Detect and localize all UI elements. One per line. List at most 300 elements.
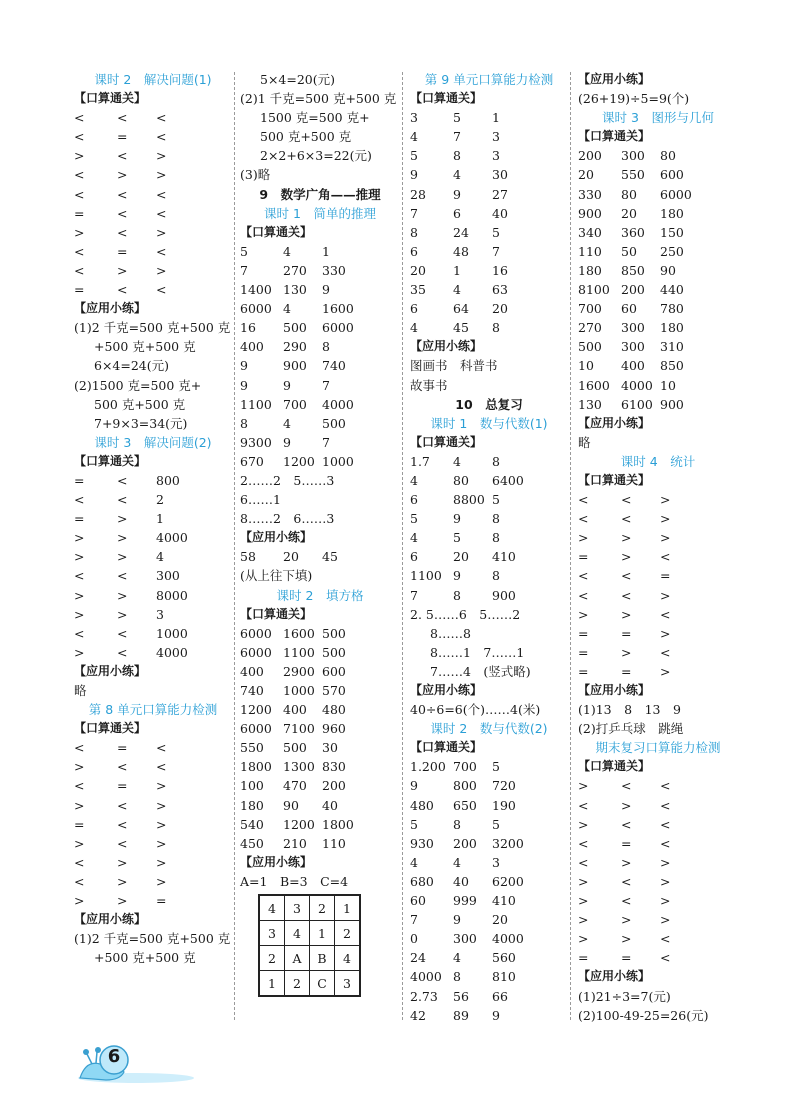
answer-line-continued: 8……8	[430, 625, 471, 641]
answer-value: 800	[156, 472, 180, 488]
answer-column-1	[74, 70, 232, 967]
answer-value: 780	[660, 301, 684, 317]
answer-value: 290	[283, 339, 307, 355]
answer-value: >	[117, 606, 128, 622]
answer-value: 1	[322, 243, 330, 259]
answer-row	[240, 719, 400, 738]
answer-value: =	[578, 663, 589, 679]
answer-row	[578, 509, 738, 528]
answer-value: 1	[453, 262, 461, 278]
answer-line-continued: 8……1 7……1	[430, 644, 525, 660]
answer-value: <	[578, 854, 589, 870]
answer-value: >	[621, 854, 632, 870]
answer-row	[410, 242, 568, 261]
answer-row	[74, 108, 232, 127]
answer-value: 1.7	[410, 453, 430, 469]
answer-row	[410, 261, 568, 280]
answer-value: 9	[410, 778, 418, 794]
answer-value: =	[621, 950, 632, 966]
answer-value: 8	[322, 339, 330, 355]
answer-value: 6	[410, 301, 418, 317]
answer-value: 7	[240, 262, 248, 278]
answer-value: 3	[492, 148, 500, 164]
answer-value: <	[660, 835, 671, 851]
answer-value: <	[117, 835, 128, 851]
answer-row	[410, 987, 568, 1006]
answer-value: 720	[492, 778, 516, 794]
answer-value: 20	[621, 205, 637, 221]
answer-value: >	[156, 167, 167, 183]
answer-row	[578, 376, 738, 395]
answer-value: 20	[410, 262, 426, 278]
answer-row	[410, 204, 568, 223]
answer-row	[74, 815, 232, 834]
answer-row	[74, 204, 232, 223]
answer-row	[410, 929, 568, 948]
answer-value: >	[660, 587, 671, 603]
answer-value: 850	[660, 358, 684, 374]
answer-value: 4	[283, 301, 291, 317]
answer-value: <	[117, 148, 128, 164]
answer-row	[410, 872, 568, 891]
answer-value: <	[117, 472, 128, 488]
answer-line: 图画书 科普书	[410, 358, 498, 374]
answer-row	[240, 796, 400, 815]
answer-value: 90	[660, 262, 676, 278]
answer-row	[74, 471, 232, 490]
answer-value: =	[74, 511, 85, 527]
answer-column-2	[240, 70, 400, 997]
answer-line: (从上往下填)	[240, 568, 313, 584]
answer-value: <	[578, 511, 589, 527]
answer-row	[410, 280, 568, 299]
answer-row	[578, 337, 738, 356]
answer-row	[240, 261, 400, 280]
answer-value: 40	[453, 873, 469, 889]
answer-value: >	[621, 606, 632, 622]
answer-value: 7	[492, 243, 500, 259]
answer-value: 7	[410, 587, 418, 603]
answer-value: 4	[410, 320, 418, 336]
answer-row	[240, 834, 400, 853]
answer-value: 180	[578, 262, 602, 278]
answer-row	[410, 566, 568, 585]
answer-value: 5	[410, 148, 418, 164]
answer-value: <	[621, 778, 632, 794]
answer-row	[410, 547, 568, 566]
answer-value: <	[74, 243, 85, 259]
subsection-label: 【口算通关】	[74, 91, 147, 106]
subsection-label: 【应用小练】	[240, 854, 313, 869]
answer-row	[578, 299, 738, 318]
answer-value: 300	[621, 148, 645, 164]
answer-value: 670	[240, 453, 264, 469]
answer-value: 340	[578, 224, 602, 240]
answer-value: <	[74, 262, 85, 278]
answer-row	[410, 108, 568, 127]
answer-value: <	[117, 759, 128, 775]
answer-value: 6000	[240, 644, 272, 660]
answer-value: <	[74, 167, 85, 183]
answer-value: 9	[283, 434, 291, 450]
answer-value: <	[74, 186, 85, 202]
answer-row	[240, 815, 400, 834]
answer-row	[410, 967, 568, 986]
answer-value: 2	[156, 492, 164, 508]
answer-value: <	[117, 110, 128, 126]
answer-value: >	[156, 854, 167, 870]
answer-value: =	[578, 644, 589, 660]
answer-value: 1000	[322, 453, 354, 469]
answer-row	[578, 490, 738, 509]
answer-value: 400	[283, 702, 307, 718]
answer-line: 40÷6=6(个)……4(米)	[410, 702, 541, 718]
answer-value: =	[578, 950, 589, 966]
grid-cell: 2	[310, 895, 335, 921]
answer-row	[74, 490, 232, 509]
answer-value: 0	[410, 931, 418, 947]
answer-value: 1100	[240, 396, 272, 412]
answer-value: 9	[322, 282, 330, 298]
answer-row	[410, 834, 568, 853]
answer-value: >	[117, 587, 128, 603]
answer-line-continued: 500 克+500 克	[94, 396, 186, 412]
answer-value: <	[660, 606, 671, 622]
answer-line: (2)100-49-25=26(元)	[578, 1007, 709, 1023]
answer-row	[410, 853, 568, 872]
answer-value: <	[156, 740, 167, 756]
answer-row	[74, 127, 232, 146]
answer-value: 650	[453, 797, 477, 813]
answer-line: (26+19)÷5=9(个)	[578, 91, 690, 107]
answer-value: <	[156, 282, 167, 298]
answer-value: >	[660, 663, 671, 679]
answer-row	[578, 547, 738, 566]
answer-value: 1300	[283, 759, 315, 775]
grid-cell: 3	[259, 921, 285, 946]
answer-value: 4	[453, 453, 461, 469]
subsection-label: 【应用小练】	[578, 72, 651, 86]
answer-value: >	[578, 606, 589, 622]
answer-value: 9	[492, 1007, 500, 1023]
answer-value: 130	[283, 282, 307, 298]
answer-value: =	[660, 568, 671, 584]
answer-value: 1.200	[410, 759, 446, 775]
chapter-heading: 10 总复习	[455, 396, 523, 412]
answer-line-continued: +500 克+500 克	[94, 339, 196, 355]
answer-value: 6000	[240, 721, 272, 737]
answer-value: 540	[240, 816, 264, 832]
answer-value: <	[117, 282, 128, 298]
answer-row	[578, 242, 738, 261]
answer-value: 4	[410, 854, 418, 870]
answer-row	[74, 605, 232, 624]
answer-value: >	[660, 873, 671, 889]
answer-value: 550	[240, 740, 264, 756]
answer-value: 4000	[621, 377, 653, 393]
answer-value: 800	[453, 778, 477, 794]
answer-value: 700	[578, 301, 602, 317]
answer-value: 48	[453, 243, 469, 259]
answer-value: 30	[492, 167, 508, 183]
answer-row	[578, 586, 738, 605]
answer-row	[240, 376, 400, 395]
answer-value: >	[74, 587, 85, 603]
answer-value: 570	[322, 683, 346, 698]
answer-value: 1200	[240, 702, 272, 718]
section-heading: 期末复习口算能力检测	[595, 740, 721, 756]
answer-row	[74, 738, 232, 757]
answer-value: >	[74, 759, 85, 775]
subsection-label: 【应用小练】	[578, 415, 651, 430]
answer-value: 28	[410, 186, 426, 202]
answer-row	[578, 318, 738, 337]
answer-row	[240, 776, 400, 795]
answer-value: 9	[453, 186, 461, 202]
grid-cell: B	[310, 946, 335, 971]
section-heading: 课时 1 简单的推理	[264, 205, 376, 221]
answer-value: 4	[453, 282, 461, 298]
subsection-label: 【应用小练】	[410, 339, 483, 354]
answer-row	[240, 547, 400, 566]
answer-value: 6100	[621, 396, 653, 412]
chapter-heading: 9 数学广角——推理	[259, 186, 381, 202]
answer-value: 8	[492, 530, 500, 546]
answer-row	[74, 223, 232, 242]
answer-value: <	[621, 511, 632, 527]
grid-cell: A	[285, 946, 310, 971]
answer-value: 5	[410, 816, 418, 832]
answer-value: 3	[156, 606, 164, 622]
subsection-label: 【应用小练】	[74, 663, 147, 678]
answer-line: 2. 5……6 5……2	[410, 606, 521, 622]
subsection-label: 【应用小练】	[410, 683, 483, 697]
answer-line: 6……1	[240, 492, 281, 508]
answer-value: 550	[621, 167, 645, 183]
subsection-label: 【应用小练】	[578, 683, 651, 697]
answer-row	[410, 948, 568, 967]
answer-value: <	[156, 243, 167, 259]
answer-value: 1600	[283, 625, 315, 641]
answer-value: =	[74, 282, 85, 298]
answer-line: 略	[578, 434, 591, 450]
answer-value: >	[117, 167, 128, 183]
answer-value: 58	[240, 549, 256, 565]
answer-value: 6200	[492, 873, 524, 889]
answer-value: >	[156, 778, 167, 794]
answer-value: <	[117, 224, 128, 240]
answer-value: 80	[621, 186, 637, 202]
answer-row	[240, 318, 400, 337]
answer-value: 200	[322, 778, 346, 794]
answer-value: 190	[492, 797, 516, 813]
answer-row	[410, 528, 568, 547]
answer-value: <	[74, 625, 85, 641]
answer-value: =	[578, 625, 589, 641]
answer-value: 900	[578, 205, 602, 221]
answer-row	[578, 948, 738, 967]
answer-row	[410, 815, 568, 834]
answer-value: <	[578, 492, 589, 508]
answer-row	[240, 738, 400, 757]
answer-value: 400	[621, 358, 645, 374]
grid-cell: 4	[285, 921, 310, 946]
answer-value: 3	[410, 110, 418, 126]
answer-value: 3	[492, 129, 500, 145]
answer-row	[240, 356, 400, 375]
answer-value: =	[621, 835, 632, 851]
page-number: 6	[107, 1046, 121, 1067]
answer-value: <	[578, 835, 589, 851]
answer-value: 16	[240, 320, 256, 336]
answer-value: 300	[621, 320, 645, 336]
answer-value: 930	[410, 835, 434, 851]
answer-column-4	[578, 70, 738, 1025]
answer-row	[74, 757, 232, 776]
answer-value: 4	[156, 549, 164, 565]
answer-line-continued: 2×2+6×3=22(元)	[260, 148, 372, 164]
answer-value: >	[74, 835, 85, 851]
answer-value: 4	[283, 415, 291, 431]
grid-cell: C	[310, 971, 335, 997]
answer-value: 3	[492, 854, 500, 870]
answer-line: 故事书	[410, 377, 448, 393]
answer-line: 略	[74, 683, 87, 698]
grid-cell: 1	[259, 971, 285, 997]
answer-value: >	[621, 931, 632, 947]
answer-value: >	[578, 873, 589, 889]
answer-value: >	[117, 530, 128, 546]
answer-value: 180	[240, 797, 264, 813]
answer-row	[74, 242, 232, 261]
answer-value: 80	[453, 472, 469, 488]
answer-row	[578, 146, 738, 165]
answer-row	[578, 395, 738, 414]
grid-cell: 1	[310, 921, 335, 946]
answer-value: >	[117, 893, 128, 909]
answer-value: 9	[453, 511, 461, 527]
answer-value: =	[117, 740, 128, 756]
answer-value: 1	[492, 110, 500, 126]
answer-value: >	[117, 873, 128, 889]
answer-value: 500	[322, 415, 346, 431]
answer-value: <	[660, 644, 671, 660]
answer-value: =	[74, 816, 85, 832]
answer-row	[240, 662, 400, 681]
answer-value: 90	[283, 797, 299, 813]
subsection-label: 【口算通关】	[410, 434, 483, 449]
answer-value: >	[578, 912, 589, 928]
answer-value: 4000	[156, 644, 188, 660]
answer-value: <	[621, 568, 632, 584]
answer-value: 6000	[322, 320, 354, 336]
answer-value: 740	[322, 358, 346, 374]
answer-value: 7	[410, 205, 418, 221]
answer-value: <	[117, 625, 128, 641]
answer-value: 500	[283, 740, 307, 756]
answer-line: (3)略	[240, 167, 271, 183]
answer-value: <	[117, 816, 128, 832]
grid-cell: 4	[259, 895, 285, 921]
answer-value: >	[156, 873, 167, 889]
answer-value: 8000	[156, 587, 188, 603]
answer-row	[578, 356, 738, 375]
answer-line: (2)1 千克=500 克+500 克	[240, 91, 397, 107]
grid-cell: 2	[259, 946, 285, 971]
answer-value: 20	[492, 301, 508, 317]
answer-value: 4000	[322, 396, 354, 412]
answer-value: 810	[492, 969, 516, 985]
answer-row	[410, 318, 568, 337]
answer-value: 680	[410, 873, 434, 889]
answer-value: >	[74, 148, 85, 164]
answer-line: 8……2 6……3	[240, 511, 335, 527]
subsection-label: 【口算通关】	[578, 472, 651, 487]
answer-value: 6000	[240, 301, 272, 317]
answer-value: 45	[322, 549, 338, 565]
number-grid	[258, 894, 361, 997]
answer-row	[74, 261, 232, 280]
answer-row	[240, 643, 400, 662]
answer-row	[578, 662, 738, 681]
answer-row	[578, 929, 738, 948]
answer-value: >	[117, 262, 128, 278]
answer-value: 4	[410, 530, 418, 546]
answer-value: <	[117, 205, 128, 221]
answer-value: 8	[492, 511, 500, 527]
answer-value: >	[74, 797, 85, 813]
answer-value: <	[156, 110, 167, 126]
answer-value: 1000	[156, 625, 188, 641]
answer-value: 480	[410, 797, 434, 813]
answer-row	[74, 566, 232, 585]
answer-value: >	[578, 778, 589, 794]
answer-value: 5	[492, 759, 500, 775]
answer-row	[74, 586, 232, 605]
answer-value: <	[156, 759, 167, 775]
answer-value: 1600	[578, 377, 610, 393]
answer-value: 300	[453, 931, 477, 947]
answer-value: >	[660, 530, 671, 546]
answer-value: <	[621, 873, 632, 889]
answer-row	[578, 223, 738, 242]
answer-value: >	[156, 797, 167, 813]
answer-value: 330	[578, 186, 602, 202]
answer-value: 8	[240, 415, 248, 431]
answer-value: 40	[322, 797, 338, 813]
answer-value: <	[74, 873, 85, 889]
answer-value: 6	[453, 205, 461, 221]
answer-row	[410, 509, 568, 528]
answer-value: 7	[410, 912, 418, 928]
answer-row	[240, 757, 400, 776]
answer-value: 7	[322, 434, 330, 450]
answer-value: <	[74, 492, 85, 508]
answer-row	[240, 624, 400, 643]
answer-value: 5	[492, 816, 500, 832]
answer-value: 1200	[283, 816, 315, 832]
column-divider	[570, 72, 571, 1020]
answer-value: <	[578, 797, 589, 813]
answer-value: >	[156, 148, 167, 164]
answer-value: 45	[453, 320, 469, 336]
answer-row	[578, 624, 738, 643]
answer-row	[240, 242, 400, 261]
answer-row	[240, 700, 400, 719]
subsection-label: 【口算通关】	[410, 740, 483, 755]
answer-value: 450	[240, 835, 264, 851]
answer-row	[240, 280, 400, 299]
